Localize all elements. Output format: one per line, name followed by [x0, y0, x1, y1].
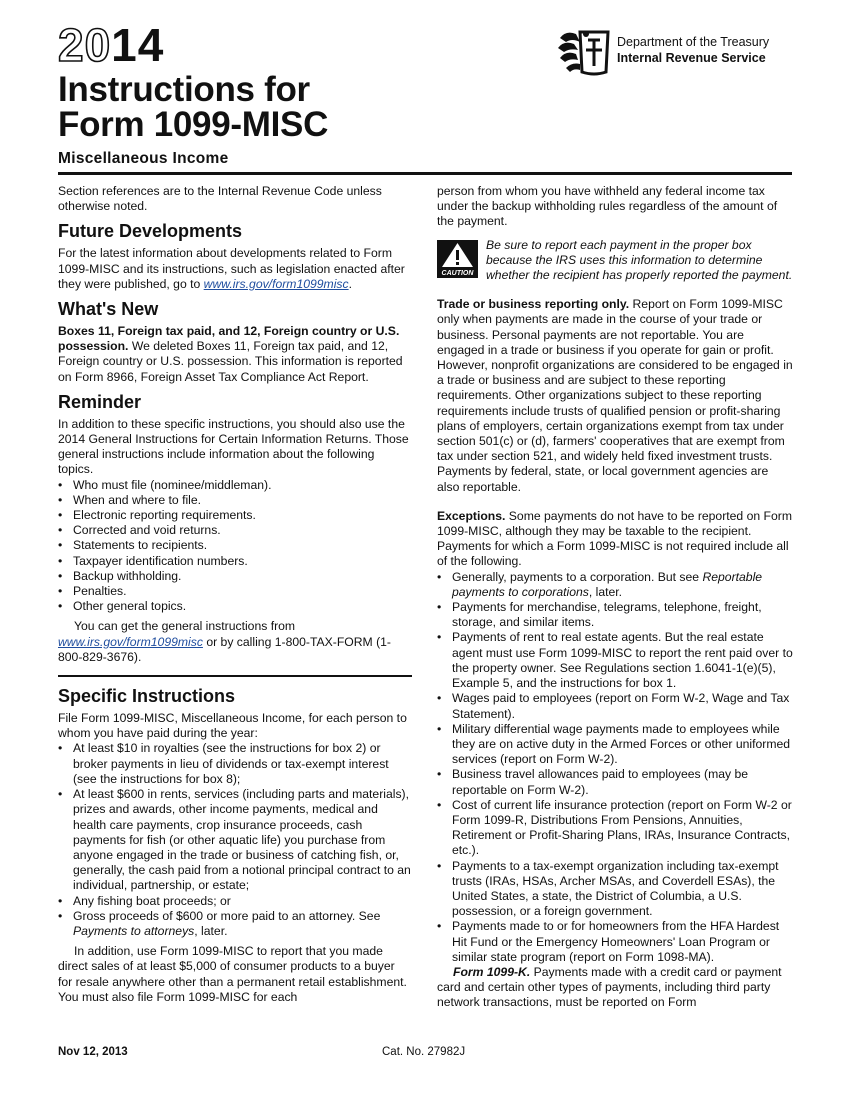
list-item: • Payments made to or for homeowners from the HFA Hardest Hit Fund or the Emergency Homeowners' Loan Program or similar state program (report on Form 1098-MA). [437, 919, 793, 965]
list-item: • Payments for merchandise, telegrams, telephone, freight, storage, and similar items. [437, 600, 793, 630]
caution-icon [437, 240, 478, 278]
list-item: • Statements to recipients. [58, 538, 412, 553]
right-column [437, 184, 793, 1011]
list-item: • Backup withholding. [58, 569, 412, 584]
list-item: • When and where to file. [58, 493, 412, 508]
list-item: • Payments to a tax-exempt organization including tax-exempt trusts (IRAs, HSAs, Archer MSAs, and Coverdell ESAs), the United States, a state, the District of Columbia, a U.S. possession, or a foreign government. [437, 859, 793, 920]
general-topics-list [58, 478, 412, 615]
title-line-2: Form 1099-MISC [58, 105, 329, 144]
list-item: • Other general topics. [58, 599, 412, 614]
document-title [58, 72, 328, 142]
list-item: • Taxpayer identification numbers. [58, 554, 412, 569]
section-rule [58, 675, 412, 677]
footer-date: Nov 12, 2013 [58, 1046, 128, 1058]
addition-text: In addition, use Form 1099-MISC to report that you made direct sales of at least $5,000 of consumer products to a buyer for resale anywhere other than a permanent retail establishment. You must also file Form 1099-MISC for each [58, 944, 407, 1004]
list-item: • At least $10 in royalties (see the instructions for box 2) or broker payments in lieu of dividends or tax-exempt interest (see the instructions for box 8); [58, 741, 412, 787]
specific-instructions-text: File Form 1099-MISC, Miscellaneous Income, for each person to whom you have paid during the year: [58, 711, 407, 741]
future-developments-text: For the latest information about developments related to Form 1099-MISC and its instructions, such as legislation enacted after they were published, go to www.irs.gov/form1099misc. [58, 246, 405, 291]
caution-label: CAUTION [441, 269, 474, 277]
form-1099k-paragraph: Form 1099-K. Payments made with a credit card or payment card and certain other types of payments, including third party network transactions, must be reported on Form [437, 964, 782, 1010]
specific-instructions-heading: Specific Instructions [58, 686, 236, 707]
list-item: • Military differential wage payments made to employees while they are on active duty in the Armed Forces or other uniformed services (report on Form W-2). [437, 722, 793, 768]
document-subtitle: Miscellaneous Income [58, 150, 229, 167]
irs-form1099misc-link[interactable]: www.irs.gov/form1099misc [203, 276, 349, 291]
trade-business-heading: Trade or business reporting only. [437, 297, 630, 312]
list-item: • Penalties. [58, 584, 412, 599]
header-rule [58, 172, 792, 175]
whats-new-run-in-heading: Boxes 11, Foreign tax paid, and 12, Foreign country or U.S. possession. [58, 324, 400, 354]
agency-line-1: Department of the Treasury [617, 35, 770, 49]
title-line-1: Instructions for [58, 70, 310, 109]
whats-new-heading: What's New [58, 299, 159, 320]
agency-line-2: Internal Revenue Service [617, 51, 766, 65]
list-item: • Wages paid to employees (report on Form W-2, Wage and Tax Statement). [437, 691, 793, 721]
list-item: • At least $600 in rents, services (including parts and materials), prizes and awards, other income payments, medical and health care payments, crop insurance proceeds, cash payments for fish (or other aquatic life) you purchase from anyone engaged in the trade or business of catching fish, or, generally, the cash paid from a notional principal contract to an individual, partnership, or estate; [58, 787, 412, 893]
list-item: • Who must file (nominee/middleman). [58, 478, 412, 493]
intro-text: Section references are to the Internal Revenue Code unless otherwise noted. [58, 184, 382, 214]
caution-note [437, 238, 793, 284]
continued-text: person from whom you have withheld any federal income tax under the backup withholding rules regardless of the amount of the payment. [437, 184, 778, 229]
general-instructions-text: You can get the general instructions from www.irs.gov/form1099misc or by calling 1-800-TAX-FORM (1-800-829-3676). [58, 619, 391, 664]
form-1099k-heading: Form 1099-K. [453, 964, 531, 979]
document-year [58, 19, 165, 71]
list-item: • Business travel allowances paid to employees (may be reportable on Form W-2). [437, 767, 793, 797]
list-item: • Gross proceeds of $600 or more paid to an attorney. See Payments to attorneys, later. [58, 909, 412, 939]
reminder-text: In addition to these specific instructions, you should also use the 2014 General Instructions for Certain Information Returns. Those general instructions include information about the following topics. [58, 416, 409, 477]
list-item: • Corrected and void returns. [58, 523, 412, 538]
exceptions-paragraph: Exceptions. Some payments do not have to be reported on Form 1099-MISC, although they may be taxable to the recipient. Payments for which a Form 1099-MISC is not required include all of the following. [437, 508, 792, 569]
irs-eagle-logo-icon [556, 26, 612, 76]
left-column [58, 184, 412, 1005]
agency-name [617, 34, 769, 66]
year-solid-digits: 14 [111, 19, 165, 71]
whats-new-text: Boxes 11, Foreign tax paid, and 12, Foreign country or U.S. possession. We deleted Boxes 11, Foreign tax paid, and 12, Foreign country or U.S. possession. This information is reported on Form 8966, Foreign Asset Tax Compliance Act Report. [58, 324, 403, 384]
footer-catalog-number: Cat. No. 27982J [382, 1046, 466, 1058]
reminder-heading: Reminder [58, 391, 142, 412]
list-item: • Cost of current life insurance protection (report on Form W-2 or Form 1099-R, Distributions From Pensions, Annuities, Retirement or Profit-Sharing Plans, IRAs, Insurance Contracts, etc.). [437, 798, 793, 859]
future-developments-heading: Future Developments [58, 221, 243, 242]
list-item: • Payments of rent to real estate agents. But the real estate agent must use Form 1099-MISC to report the rent paid over to the property owner. See Regulations section 1.6041-1(e)(5), Example 5, and the instructions for box 1. [437, 630, 793, 691]
year-outline-digits: 20 [58, 19, 112, 71]
caution-text: Be sure to report each payment in the proper box because the IRS uses this information to determine whether the recipient has properly reported the payment. [486, 237, 793, 283]
list-item: • Generally, payments to a corporation. But see Reportable payments to corporations, later. [437, 570, 793, 600]
irs-form1099misc-link-2[interactable]: www.irs.gov/form1099misc [58, 634, 203, 649]
list-item: • Electronic reporting requirements. [58, 508, 412, 523]
trade-business-paragraph: Trade or business reporting only. Report on Form 1099-MISC only when payments are made in the course of your trade or business. Personal payments are not reportable. You are engaged in a trade or business if you operate for gain or profit. However, nonprofit organizations are considered to be engaged in a trade or business and are subject to these reporting requirements. Other organizations subject to these reporting requirements include trusts of qualified pension or profit-sharing plans of employers, certain organizations exempt from tax under section 501(c) or (d), farmers' cooperatives that are exempt from tax under section 521, and widely held fixed investment trusts. Payments by federal, state, or local government agencies are also reportable. [437, 297, 793, 494]
exceptions-heading: Exceptions. [437, 508, 506, 523]
list-item: • Any fishing boat proceeds; or [58, 894, 412, 909]
